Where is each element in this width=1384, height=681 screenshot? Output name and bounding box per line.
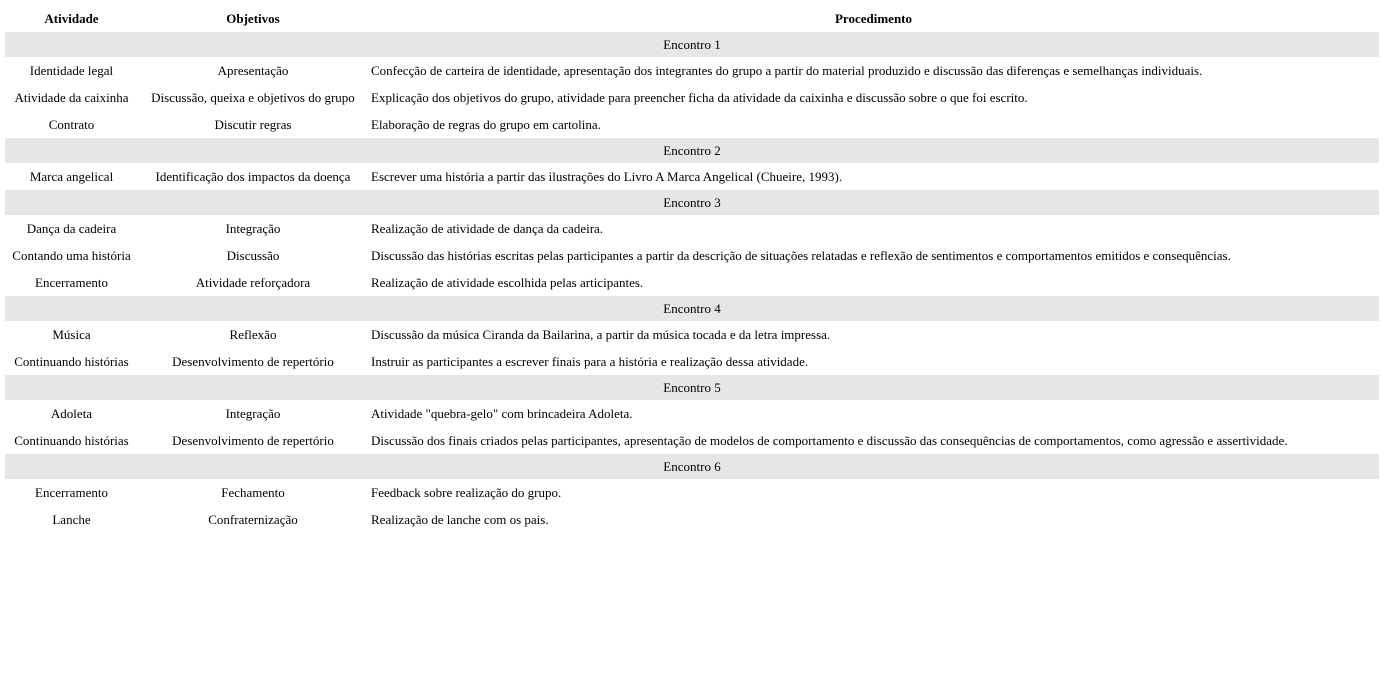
cell-procedimento: Feedback sobre realização do grupo. bbox=[371, 485, 562, 500]
table-body bbox=[5, 32, 1379, 533]
cell-procedimento: Confecção de carteira de identidade, apresentação dos integrantes do grupo a partir do material produzido e discussão das diferenças e semelhanças individuais. bbox=[371, 63, 1203, 78]
cell-atividade: Contando uma história bbox=[12, 248, 131, 263]
cell-objetivos: Discussão, queixa e objetivos do grupo bbox=[151, 90, 355, 105]
cell-procedimento: Realização de atividade de dança da cadeira. bbox=[371, 221, 604, 236]
cell-procedimento: Discussão dos finais criados pelas participantes, apresentação de modelos de comportamento e discussão das consequências de comportamentos, como agressão e assertividade. bbox=[371, 433, 1288, 448]
cell-atividade: Contrato bbox=[48, 117, 95, 132]
cell-atividade: Lanche bbox=[52, 512, 91, 527]
section-row bbox=[5, 138, 1379, 163]
cell-atividade: Continuando histórias bbox=[14, 433, 129, 448]
cell-procedimento: Instruir as participantes a escrever finais para a história e realização dessa atividade. bbox=[371, 354, 809, 369]
cell-procedimento: Realização de atividade escolhida pelas articipantes. bbox=[371, 275, 644, 290]
cell-objetivos: Integração bbox=[225, 406, 281, 421]
cell-procedimento: Escrever uma história a partir das ilustrações do Livro A Marca Angelical (Chueire, 1993). bbox=[371, 169, 843, 184]
cell-procedimento: Discussão da música Ciranda da Bailarina, a partir da música tocada e da letra impressa. bbox=[371, 327, 831, 342]
table-row bbox=[5, 400, 1379, 427]
table-row bbox=[5, 269, 1379, 296]
cell-objetivos: Desenvolvimento de repertório bbox=[172, 354, 334, 369]
cell-procedimento: Atividade "quebra-gelo" com brincadeira Adoleta. bbox=[371, 406, 633, 421]
cell-atividade: Encerramento bbox=[35, 275, 108, 290]
cell-objetivos: Discussão bbox=[226, 248, 280, 263]
section-title: Encontro 5 bbox=[5, 375, 1379, 400]
cell-objetivos: Integração bbox=[225, 221, 281, 236]
section-title: Encontro 1 bbox=[5, 32, 1379, 57]
cell-atividade: Atividade da caixinha bbox=[14, 90, 129, 105]
table-row bbox=[5, 506, 1379, 533]
cell-objetivos: Discutir regras bbox=[214, 117, 292, 132]
cell-objetivos: Reflexão bbox=[229, 327, 277, 342]
table-row bbox=[5, 215, 1379, 242]
cell-procedimento: Realização de lanche com os pais. bbox=[371, 512, 549, 527]
section-row bbox=[5, 190, 1379, 215]
header-objetivos: Objetivos bbox=[226, 11, 280, 26]
table-row bbox=[5, 84, 1379, 111]
cell-atividade: Dança da cadeira bbox=[26, 221, 117, 236]
section-title: Encontro 4 bbox=[5, 296, 1379, 321]
section-row bbox=[5, 375, 1379, 400]
section-row bbox=[5, 454, 1379, 479]
cell-objetivos: Apresentação bbox=[217, 63, 289, 78]
header-atividade: Atividade bbox=[44, 11, 99, 26]
sessions-table bbox=[5, 5, 1379, 533]
cell-objetivos: Confraternização bbox=[208, 512, 298, 527]
section-row bbox=[5, 296, 1379, 321]
table-row bbox=[5, 111, 1379, 138]
table-header bbox=[5, 5, 1379, 32]
table-row bbox=[5, 348, 1379, 375]
cell-objetivos: Desenvolvimento de repertório bbox=[172, 433, 334, 448]
cell-procedimento: Elaboração de regras do grupo em cartolina. bbox=[371, 117, 601, 132]
cell-atividade: Adoleta bbox=[50, 406, 93, 421]
table-row bbox=[5, 321, 1379, 348]
cell-procedimento: Discussão das histórias escritas pelas participantes a partir da descrição de situações relatadas e reflexão de sentimentos e comportamentos emitidos e consequências. bbox=[371, 248, 1231, 263]
section-row bbox=[5, 32, 1379, 57]
header-row bbox=[5, 5, 1379, 32]
cell-atividade: Música bbox=[52, 327, 91, 342]
cell-objetivos: Atividade reforçadora bbox=[195, 275, 311, 290]
section-title: Encontro 6 bbox=[5, 454, 1379, 479]
table-row bbox=[5, 163, 1379, 190]
section-title: Encontro 2 bbox=[5, 138, 1379, 163]
cell-atividade: Continuando histórias bbox=[14, 354, 129, 369]
cell-atividade: Identidade legal bbox=[29, 63, 114, 78]
table-row bbox=[5, 479, 1379, 506]
header-procedimento: Procedimento bbox=[834, 11, 913, 26]
section-title: Encontro 3 bbox=[5, 190, 1379, 215]
cell-procedimento: Explicação dos objetivos do grupo, atividade para preencher ficha da atividade da caixinha e discussão sobre o que foi escrito. bbox=[371, 90, 1028, 105]
cell-objetivos: Fechamento bbox=[221, 485, 285, 500]
cell-atividade: Encerramento bbox=[35, 485, 108, 500]
cell-objetivos: Identificação dos impactos da doença bbox=[155, 169, 351, 184]
table-row bbox=[5, 57, 1379, 84]
table-row bbox=[5, 242, 1379, 269]
cell-atividade: Marca angelical bbox=[29, 169, 114, 184]
table-row bbox=[5, 427, 1379, 454]
